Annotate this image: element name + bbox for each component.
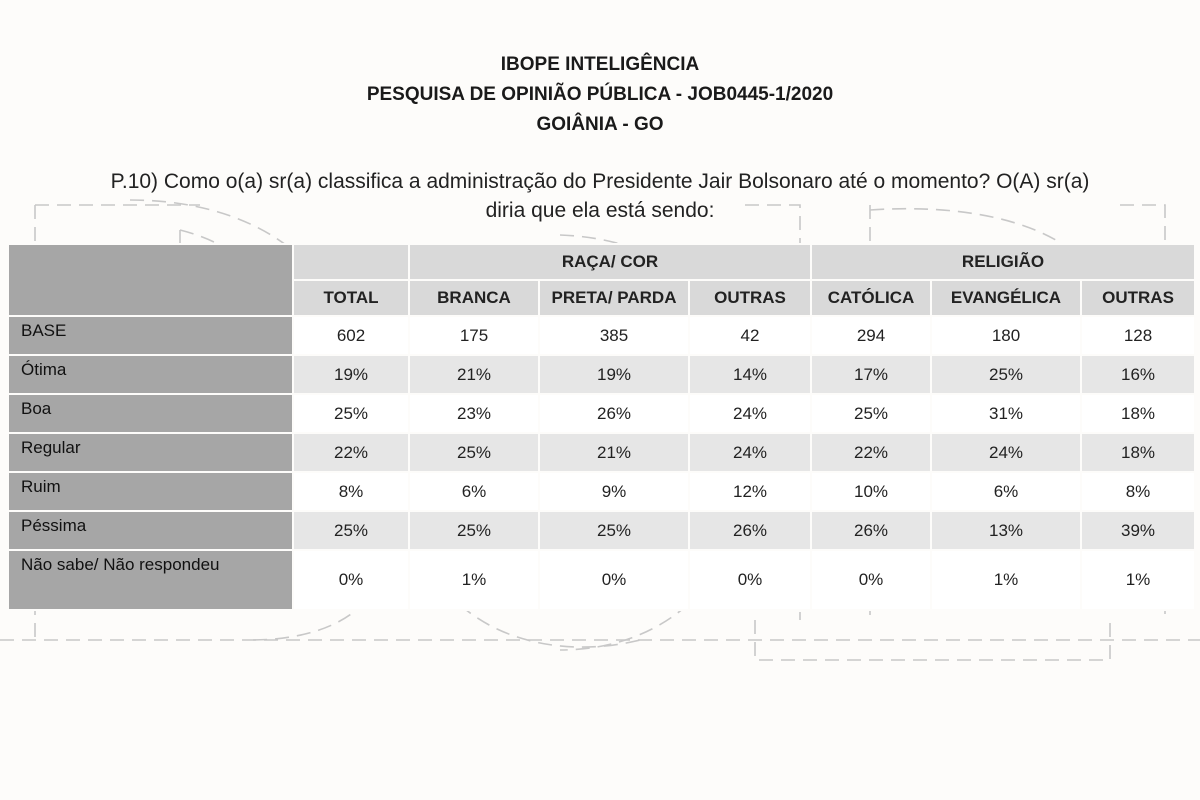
header-institute: IBOPE INTELIGÊNCIA [500, 54, 700, 75]
column-header: OUTRAS [689, 280, 811, 316]
table-cell: 385 [539, 316, 689, 355]
table-cell: 19% [293, 355, 409, 394]
table-cell: 24% [689, 433, 811, 472]
column-header: EVANGÉLICA [931, 280, 1081, 316]
column-header: TOTAL [293, 280, 409, 316]
table-row [8, 472, 1195, 511]
table-cell: 0% [539, 550, 689, 610]
table-cell: 25% [409, 511, 539, 550]
table-cell: 22% [293, 433, 409, 472]
table-cell: 42 [689, 316, 811, 355]
table-cell: 25% [293, 394, 409, 433]
group-total-blank [293, 244, 409, 280]
column-header: PRETA/ PARDA [539, 280, 689, 316]
table-cell: 13% [931, 511, 1081, 550]
table-corner-cell [8, 244, 293, 316]
row-label: Ruim [8, 472, 293, 511]
table-cell: 21% [409, 355, 539, 394]
table-cell: 26% [811, 511, 931, 550]
column-header: OUTRAS [1081, 280, 1195, 316]
table-cell: 26% [539, 394, 689, 433]
table-cell: 8% [293, 472, 409, 511]
table-cell: 1% [409, 550, 539, 610]
row-label: Regular [8, 433, 293, 472]
question-line-2: diria que ela está sendo: [485, 199, 715, 222]
question-line-1: P.10) Como o(a) sr(a) classifica a administração do Presidente Jair Bolsonaro até o momento? O(A) sr(a) [110, 170, 1090, 193]
table-row [8, 550, 1195, 610]
table-cell: 175 [409, 316, 539, 355]
table-cell: 294 [811, 316, 931, 355]
table-cell: 25% [539, 511, 689, 550]
table-cell: 31% [931, 394, 1081, 433]
table-cell: 18% [1081, 433, 1195, 472]
header-survey-title: PESQUISA DE OPINIÃO PÚBLICA - JOB0445-1/2020 [366, 84, 834, 105]
table-cell: 22% [811, 433, 931, 472]
table-cell: 26% [689, 511, 811, 550]
table-cell: 25% [293, 511, 409, 550]
table-cell: 25% [409, 433, 539, 472]
table-row [8, 511, 1195, 550]
table-cell: 16% [1081, 355, 1195, 394]
group-religion: RELIGIÃO [811, 244, 1195, 280]
column-header: BRANCA [409, 280, 539, 316]
question-text [30, 167, 1170, 225]
table-cell: 25% [931, 355, 1081, 394]
table-cell: 17% [811, 355, 931, 394]
table-cell: 14% [689, 355, 811, 394]
table-cell: 0% [689, 550, 811, 610]
table-cell: 1% [1081, 550, 1195, 610]
table-cell: 1% [931, 550, 1081, 610]
table-body [8, 316, 1195, 610]
table-cell: 23% [409, 394, 539, 433]
table-cell: 6% [931, 472, 1081, 511]
table-row [8, 355, 1195, 394]
table-cell: 8% [1081, 472, 1195, 511]
results-table [7, 243, 1196, 611]
report-header [0, 50, 1200, 140]
table-cell: 180 [931, 316, 1081, 355]
table-cell: 39% [1081, 511, 1195, 550]
table-cell: 18% [1081, 394, 1195, 433]
table-cell: 602 [293, 316, 409, 355]
table-cell: 21% [539, 433, 689, 472]
table-cell: 24% [689, 394, 811, 433]
table-cell: 0% [811, 550, 931, 610]
table-cell: 24% [931, 433, 1081, 472]
table-cell: 9% [539, 472, 689, 511]
table-row [8, 316, 1195, 355]
row-label: Péssima [8, 511, 293, 550]
header-location: GOIÂNIA - GO [536, 114, 664, 135]
table-cell: 10% [811, 472, 931, 511]
table-cell: 25% [811, 394, 931, 433]
table-cell: 19% [539, 355, 689, 394]
row-label: Ótima [8, 355, 293, 394]
table-cell: 6% [409, 472, 539, 511]
group-race: RAÇA/ COR [409, 244, 811, 280]
row-label: Boa [8, 394, 293, 433]
table-cell: 12% [689, 472, 811, 511]
table-row [8, 433, 1195, 472]
table-row [8, 394, 1195, 433]
group-header-row [8, 244, 1195, 280]
column-header: CATÓLICA [811, 280, 931, 316]
table-cell: 0% [293, 550, 409, 610]
row-label: BASE [8, 316, 293, 355]
table-cell: 128 [1081, 316, 1195, 355]
row-label: Não sabe/ Não respondeu [8, 550, 293, 610]
